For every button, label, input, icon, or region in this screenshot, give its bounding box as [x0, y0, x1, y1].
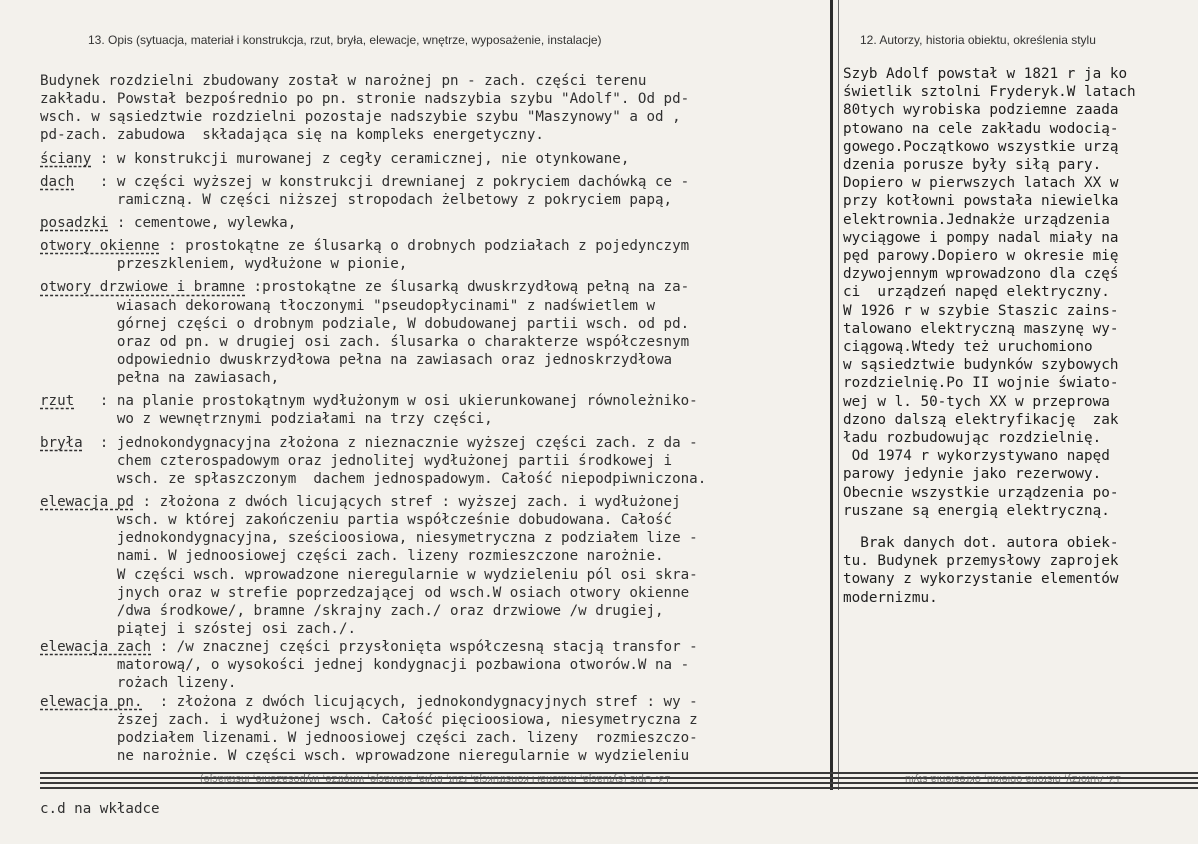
- history-line: 80tych wyrobiska podziemne zaada: [843, 102, 1119, 119]
- description-line: piątej i szóstej osi zach./.: [40, 620, 357, 637]
- description-line: ramiczną. W części niższej stropodach żelbetowy z pokryciem papą,: [40, 191, 673, 208]
- description-line: ższej zach. i wydłużonej wsch. Całość pięcioosiowa, niesymetryczna z: [40, 711, 698, 728]
- section-label: ściany: [40, 150, 92, 167]
- section-label: elewacja zach: [40, 639, 152, 656]
- history-line: Od 1974 r wykorzystywano napęd: [843, 448, 1110, 465]
- history-line: wyciągowe i pompy nadal miały na: [843, 229, 1119, 246]
- history-line: ptowano na cele zakładu wodocią-: [843, 120, 1119, 137]
- section-text: : w konstrukcji murowanej z cegły ceramicznej, nie otynkowane,: [91, 150, 630, 167]
- history-line: towany z wykorzystanie elementów: [843, 571, 1119, 588]
- history-line: ciągową.Wtedy też uruchomiono: [843, 339, 1093, 356]
- history-line: Szyb Adolf powstał w 1821 r ja ko: [843, 66, 1128, 82]
- description-line: oraz od pn. w drugiej osi zach. ślusarka o charakterze współczesnym: [40, 333, 690, 350]
- history-line: przy kotłowni powstała niewielka: [843, 193, 1119, 210]
- continuation-note: c.d na wkładce: [40, 801, 160, 817]
- section-text: : złożona z dwóch licujących stref : wyższej zach. i wydłużonej: [133, 493, 681, 510]
- section-12-header: 12. Autorzy, historia obiektu, określenia stylu: [860, 33, 1096, 47]
- description-line: rożach lizeny.: [40, 675, 237, 692]
- section-text: : na planie prostokątnym wydłużonym w osi ukierunkowanej równoleżniko-: [74, 393, 698, 410]
- section-text: : /w znacznej części przysłonięta współczesną stacją transfor -: [151, 639, 698, 656]
- history-line: gowego.Początkowo wszystkie urzą: [843, 138, 1119, 155]
- history-line: Dopiero w pierwszych latach XX w: [843, 175, 1119, 192]
- history-line: w sąsiedztwie budynków szybowych: [843, 357, 1119, 374]
- history-line: ruszane są energią elektryczną.: [843, 502, 1110, 519]
- history-line: elektrownia.Jednakże urządzenia: [843, 211, 1110, 228]
- section-label: rzut: [40, 393, 75, 410]
- description-line: pd-zach. zabudowa składająca się na kompleks energetyczny.: [40, 127, 544, 144]
- history-line: pęd parowy.Dopiero w okresie mię: [843, 248, 1119, 265]
- history-text: [843, 65, 1193, 607]
- description-line: zakładu. Powstał bezpośrednio po pn. stronie nadszybia szybu "Adolf". Od pd-: [40, 91, 690, 108]
- description-line: wo z wewnętrznymi podziałami na trzy części,: [40, 411, 493, 428]
- description-line: [40, 214, 830, 232]
- section-text: : jednokondygnacyjna złożona z nieznacznie wyższej części zach. z da -: [82, 434, 698, 451]
- section-13-header: 13. Opis (sytuacja, materiał i konstrukcja, rzut, bryła, elewacje, wnętrze, wyposażenie, instalacje): [88, 33, 602, 47]
- section-label: otwory okienne: [40, 238, 160, 255]
- section-text: : w części wyższej w konstrukcji drewnianej z pokryciem dachówką ce -: [74, 173, 690, 190]
- history-line: tu. Budynek przemysłowy zaprojek: [843, 553, 1119, 570]
- description-line: jednokondygnacyjna, sześcioosiowa, niesymetryczna z podziałem lize -: [40, 530, 698, 547]
- section-label: dach: [40, 173, 75, 190]
- history-line: modernizmu.: [843, 589, 938, 606]
- description-line: [40, 237, 830, 255]
- description-line: pełna na zawiasach,: [40, 370, 280, 387]
- footer-rule: [40, 787, 1198, 789]
- section-text: : prostokątne ze ślusarką o drobnych podziałach z pojedynczym: [159, 238, 690, 255]
- section-label: bryła: [40, 434, 83, 451]
- description-line: [40, 173, 830, 191]
- history-line: wej w l. 50-tych XX w przeprowa: [843, 393, 1110, 410]
- description-line: [40, 392, 830, 410]
- section-label: elewacja pn.: [40, 693, 143, 710]
- description-line: [40, 493, 830, 511]
- footer-mirrored-header-12: 12. Autorzy, historia obiektu, określenia stylu: [905, 773, 1122, 785]
- history-line: rozdzielnię.Po II wojnie świato-: [843, 375, 1119, 392]
- description-line: wsch. ze spłaszczonym dachem jednospadowym. Całość niepodpiwniczona.: [40, 470, 707, 487]
- description-line: [40, 150, 830, 168]
- history-line: parowy jedynie jako rezerwowy.: [843, 466, 1102, 483]
- history-line: talowano elektryczną maszynę wy-: [843, 320, 1119, 337]
- description-line: wsch. w której zakończeniu partia współcześnie dobudowana. Całość: [40, 512, 673, 529]
- description-line: przeszkleniem, wydłużone w pionie,: [40, 256, 408, 273]
- history-line: dzenia porusze były siłą pary.: [843, 157, 1102, 174]
- description-line: /dwa środkowe/, bramne /skrajny zach./ oraz drzwiowe /w drugiej,: [40, 602, 664, 619]
- history-line: ładu rozbudowując rozdzielnię.: [843, 430, 1102, 447]
- description-line: [40, 434, 830, 452]
- description-line: W części wsch. wprowadzone nieregularnie w wydzieleniu pól osi skra-: [40, 566, 698, 583]
- description-line: Budynek rozdzielni zbudowany został w narożnej pn - zach. części terenu: [40, 73, 647, 89]
- column-divider: [830, 0, 833, 790]
- description-line: górnej części o drobnym podziale, W dobudowanej partii wsch. od pd.: [40, 315, 690, 332]
- description-line: [40, 278, 830, 296]
- description-text: [40, 72, 830, 765]
- history-line: Obecnie wszystkie urządzenia po-: [843, 484, 1119, 501]
- description-line: chem czterospadowym oraz jednolitej wydłużonej partii środkowej i: [40, 452, 673, 469]
- description-line: [40, 693, 830, 711]
- section-label: elewacja pd: [40, 493, 134, 510]
- history-line: Brak danych dot. autora obiek-: [843, 535, 1119, 552]
- description-line: odpowiednio dwuskrzydłowa pełna na zawiasach oraz jednoskrzydłowa: [40, 351, 673, 368]
- section-label: posadzki: [40, 214, 109, 231]
- description-line: matorową/, o wysokości jednej kondygnacji pozbawiona otworów.W na -: [40, 657, 690, 674]
- description-line: nami. W jednoosiowej części zach. lizeny rozmieszczone narożnie.: [40, 548, 664, 565]
- column-divider-thin: [838, 0, 839, 790]
- section-text: : złożona z dwóch licujących, jednokondygnacyjnych stref : wy -: [142, 693, 698, 710]
- description-line: ne narożnie. W części wsch. wprowadzone nieregularnie w wydzieleniu: [40, 747, 690, 764]
- description-line: [40, 638, 830, 656]
- description-line: podziałem lizenami. W jednoosiowej części zach. lizeny rozmieszczo-: [40, 729, 698, 746]
- section-text: : cementowe, wylewka,: [108, 214, 297, 231]
- history-line: świetlik sztolni Fryderyk.W latach: [843, 84, 1136, 101]
- line-gap: [843, 520, 1193, 534]
- history-line: dzono dalszą elektryfikację zak: [843, 411, 1119, 428]
- description-line: jnych oraz w strefie poprzedzającej od wsch.W osiach otwory okienne: [40, 584, 690, 601]
- description-line: wiasach dekorowaną tłoczonymi "pseudopłycinami" z nadświetlem w: [40, 297, 655, 314]
- description-line: wsch. w sąsiedztwie rozdzielni pozostaje nadszybie szybu "Maszynowy" a od ,: [40, 109, 681, 126]
- footer-mirrored-header-13: 13. Opis (sytuacja, materiał i konstrukcja, rzut, bryła, elewacje, wnętrze, wyposażenie, instalacje): [200, 773, 671, 785]
- history-line: W 1926 r w szybie Staszic zains-: [843, 302, 1119, 319]
- history-line: ci urządzeń napęd elektryczny.: [843, 284, 1110, 301]
- section-text: :prostokątne ze ślusarką dwuskrzydłową pełną na za-: [245, 279, 690, 296]
- history-line: dzywojennym wprowadzono dla częś: [843, 266, 1119, 283]
- section-label: otwory drzwiowe i bramne: [40, 279, 245, 296]
